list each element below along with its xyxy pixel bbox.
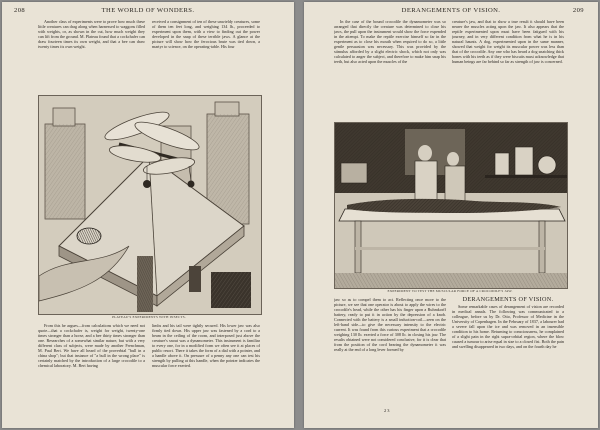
page-number: 209 xyxy=(572,7,584,14)
paragraph: Some remarkable cases of derangement of vision are recorded in medical annals. The following was communicated to a colleague, before us by Dr. Otto, Professor of Medicine in the University of Copenhagen. In the February of 1837, a labourer had a severe fall upon the ice and was removed in an insensible condition to his home. Returning to consciousness, he complained of a slight pain in the right supra-orbital region, where the blow caused a tumour to arise equal in size to a closed fist. Both the pain and swelling disappeared in two days, and on the fourth day he xyxy=(452,304,564,350)
text-column xyxy=(38,19,145,95)
engraving-insects-illustration xyxy=(38,95,262,315)
left-page-header xyxy=(2,7,294,17)
paragraph: limbs and his tail were tightly secured. His lower jaw was also firmly tied down. His upper jaw was fastened by a cord to a beam in the ceiling of the room, and interposed just above the creature's snout was a dynamometer. This instrument is familiar to every one, for in a modified form we often see it at places of public resort. There it takes the form of a dial with a pointer, and a handle above it. On pressure of a penny any one can test his strength by pulling at this handle, when the pointer indicates the muscular force exerted. xyxy=(152,323,260,369)
running-title: THE WORLD OF WONDERS. xyxy=(101,7,195,14)
text-column xyxy=(452,297,564,423)
running-title: DERANGEMENTS OF VISION. xyxy=(401,7,501,14)
text-column xyxy=(152,323,260,419)
insects-experiment-engraving xyxy=(39,96,261,314)
figure-caption: PLATEAU'S EXPERIMENTS WITH INSECTS. xyxy=(112,315,186,319)
paragraph: creature's jaw, and that to show a true result it should have been nearer the muscles acting upon the jaw. It also appears that the reptile experimented upon must have been fatigued with his journey, and in very different condition from what he is in his natural haunts. A dog, experimented upon in the same manner, showed that weight for weight its muscular power was less than that of the crocodile. Any one who has heard a dog snatching thick bones with his teeth as if they were biscuits must acknowledge that human beings are far behind so far as strength of jaw is concerned. xyxy=(452,19,564,65)
page-number: 208 xyxy=(14,7,26,14)
figure-caption: EXPERIMENT TO TEST THE MUSCULAR FORCE OF A CROCODILE'S JAW. xyxy=(387,289,513,293)
text-column xyxy=(452,19,564,119)
section-heading: DERANGEMENTS OF VISION. xyxy=(462,297,554,303)
paragraph: received a consignment of ten of these unwieldy creatures, some of them ten feet long, and weighing 134 lb., proceeded to experiment upon them, with a view to finding out the power developed in the snap of these terrible jaws. A glance at the picture will show how the ferocious brute was tied down, a martyr to science, on the operating-table. His four xyxy=(152,19,260,50)
engraving-crocodile-illustration xyxy=(334,122,568,289)
text-column xyxy=(334,297,446,405)
text-column xyxy=(38,323,145,419)
right-page-header xyxy=(304,7,598,17)
paragraph: Another class of experiments were to prove how much these little creatures can drag along when harnessed to waggons filled with weights, or, as shown in the cut, how much weight they can lift from the ground. M. Plateau found that a cockchafer can draw fourteen times its own weight, and that a bee can draw twenty times its own weight. xyxy=(38,19,145,50)
printer-signature-mark: 2 3 xyxy=(384,408,390,413)
paragraph: From this he argues—from calculations which we need not quote—that a cockchafer is, weight for weight, twenty-one times stronger than a horse, and a bee thirty times stronger than one. Researches of a somewhat similar nature, but with a very different class of subjects, were made by another Frenchman, M. Paul Bert. We have all heard of the proverbial "bull in a china shop"; but that instance of "a bull in the wrong place" is certainly matched by the introduction of a large crocodile to a chemical laboratory. M. Bert having xyxy=(38,323,145,369)
text-column xyxy=(152,19,260,95)
crocodile-experiment-engraving xyxy=(335,123,567,288)
right-page xyxy=(304,2,598,428)
text-column xyxy=(334,19,446,119)
paragraph: In the case of the bound crocodile the dynamometer was so arranged that directly the creature was determined to close his jaws, the pull upon the instrument would show the force expended in the attempt. To make the reptile exercise himself so far in the experiment as to close his mouth when required to do so, a little gentle persuasion was necessary. This was provided by the stimulus afforded by a slight electric shock, which not only was calculated to anger the subject, and therefore to make him snap his teeth, but also acted upon the muscles of the xyxy=(334,19,446,65)
left-page xyxy=(2,2,294,428)
paragraph: jaw so as to compel them to act. Reflecting once more to the picture, we see that one operator is about to apply the wires to the crocodile's head, while the other has his finger upon a Ruhmkorff battery, ready to put it in action by the depression of a knob. Connected with the battery is a small induction-coil—seen on the left-hand side—to give the necessary intensity to the electric current. It was found from this curious experiment that a crocodile weighing 130 lb. exerted a force of 308 lb. in closing his jaw. The results obtained were not considered conclusive, for it is clear that from the position of the cord bearing the dynamometer it was really at the end of a long lever formed by xyxy=(334,297,446,353)
